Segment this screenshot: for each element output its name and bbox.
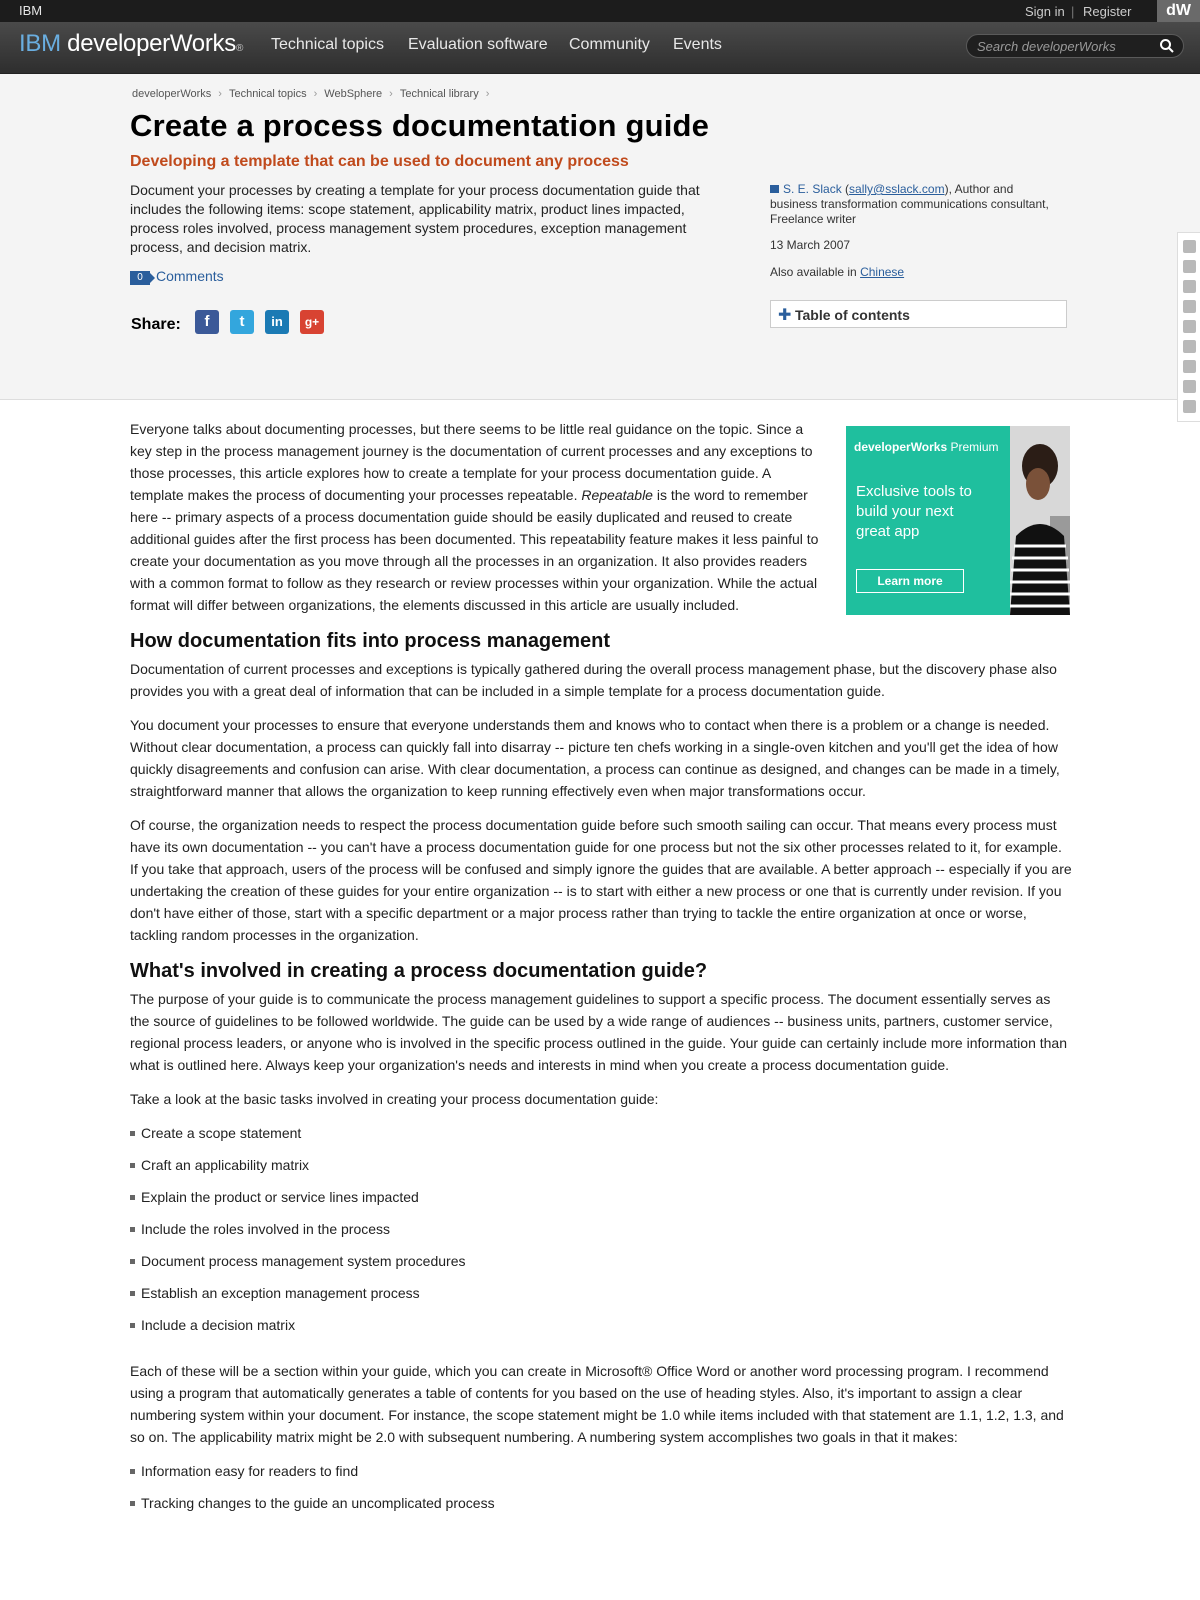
- utility-bar: [0, 0, 1200, 22]
- nav-technical-topics[interactable]: Technical topics: [271, 36, 384, 53]
- page-title: Create a process documentation guide: [130, 108, 710, 143]
- brand-reg: ®: [235, 43, 244, 54]
- toc-label: Table of contents: [795, 307, 910, 323]
- list-item: Include the roles involved in the process: [130, 1218, 1072, 1250]
- ad-brand-suffix: Premium: [950, 440, 999, 454]
- chevron-right-icon: ›: [389, 88, 393, 100]
- brand-ibm: IBM: [19, 30, 61, 57]
- breadcrumb-technical-library[interactable]: Technical library: [399, 88, 479, 100]
- print-icon[interactable]: [1183, 240, 1196, 253]
- digg-icon[interactable]: [1183, 280, 1196, 293]
- delicious-icon[interactable]: [1183, 340, 1196, 353]
- twitter-icon[interactable]: t: [230, 310, 254, 334]
- author-name-link[interactable]: S. E. Slack: [783, 182, 842, 196]
- search-icon[interactable]: [1159, 38, 1175, 54]
- breadcrumb: [132, 88, 496, 100]
- paragraph: You document your processes to ensure that everyone understands them and knows who to contact when there is a problem or a change is needed. Without clear documentation, a process can quickly fall into disarray -- picture ten chefs working in a single-oven kitchen and you'll get the idea of how quickly disagreements and confusion can arise. With clear documentation, a process can continue as designed, and changes can be made in a timely, straightforward manner that allows the organization to keep running effectively even when major transformations occur.: [130, 717, 1060, 799]
- ad-tagline: Exclusive tools to build your next great app: [856, 483, 972, 540]
- table-of-contents-toggle[interactable]: [770, 300, 1067, 328]
- author-description: , Author and business transformation communications consultant, Freelance writer: [770, 182, 1049, 226]
- ibm-label: IBM: [19, 3, 43, 18]
- chevron-right-icon: ›: [218, 88, 222, 100]
- linkedin-icon[interactable]: in: [265, 310, 289, 334]
- author-email-link[interactable]: sally@sslack.com: [849, 182, 945, 196]
- author-icon: [770, 185, 779, 193]
- paragraph: Of course, the organization needs to respect the process documentation guide before such smooth sailing can occur. That means every process must have its own documentation -- you can't have a process documentation guide for one process but not the six other processes related to it, for example. If you take that approach, users of the process will be confused and simply ignore the guides that are available. A better approach -- especially if you are undertaking the creation of these guides for your entire organization -- is to start with either a new process or one that is currently under revision. If you don't have either of those, start with a specific department or a major process rather than trying to tackle the entire organization at once or worse, tackling random processes in the organization.: [130, 817, 1072, 943]
- developerworks-logo[interactable]: [19, 30, 243, 58]
- facebook-icon[interactable]: f: [195, 310, 219, 334]
- side-tools: [1177, 232, 1200, 422]
- nav-events[interactable]: Events: [673, 36, 722, 53]
- separator: |: [1071, 4, 1075, 19]
- nav-evaluation-software[interactable]: Evaluation software: [408, 36, 548, 53]
- email-icon[interactable]: [1183, 260, 1196, 273]
- comment-count-badge: 0: [130, 271, 150, 285]
- available-prefix: Also available in: [770, 265, 857, 279]
- sign-in-link[interactable]: Sign in: [1025, 4, 1065, 19]
- search-box: [966, 34, 1184, 58]
- list-item: Explain the product or service lines impacted: [130, 1186, 1072, 1218]
- breadcrumb-websphere[interactable]: WebSphere: [324, 88, 383, 100]
- google-plus-icon[interactable]: [1183, 400, 1196, 413]
- brand-name: developerWorks: [67, 30, 236, 57]
- paragraph: The purpose of your guide is to communicate the process management guidelines to support a specific process. The document essentially serves as the source of guidelines to be followed worldwide. The guide can be used by a wide range of audiences -- business units, partners, customer service, regional process leaders, or anyone who is involved in the specific process outlined in the guide. Your guide can certainly include more information than what is outlined here. Always keep your organization's needs and interests in mind when you create a process documentation guide.: [130, 991, 1068, 1073]
- list-item: Tracking changes to the guide an uncomplicated process: [130, 1492, 1072, 1524]
- language-availability: [770, 265, 904, 279]
- chevron-right-icon: ›: [485, 88, 490, 100]
- author-block: S. E. Slack (sally@sslack.com), Author and business transformation communications consultant, Freelance writer: [770, 182, 1049, 226]
- linkedin-icon[interactable]: [1183, 360, 1196, 373]
- article-body: [130, 418, 1072, 1538]
- list-item: Craft an applicability matrix: [130, 1154, 1072, 1186]
- intro-paragraph: [130, 418, 820, 616]
- list-item: Include a decision matrix: [130, 1314, 1072, 1346]
- breadcrumb-technical-topics[interactable]: Technical topics: [228, 88, 307, 100]
- page-subtitle: Developing a template that can be used to document any process: [130, 153, 629, 170]
- plus-icon: ✚: [778, 307, 792, 324]
- chevron-right-icon: ›: [313, 88, 318, 100]
- comments-label: Comments: [156, 268, 224, 284]
- share-label: Share:: [131, 316, 181, 333]
- paragraph: Each of these will be a section within your guide, which you can create in Microsoft® Office Word or another word processing program. I recommend using a program that automatically generates a table of contents for you based on the use of heading styles. Also, it's important to assign a clear numbering system within your document. For instance, the scope statement might be 1.0 while items included with that statement are 1.1, 1.2, 1.3, and so on. The applicability matrix might be 2.0 with subsequent numbering. A numbering system accomplishes two goals in that it makes:: [130, 1363, 1064, 1445]
- article-header: [0, 74, 1200, 400]
- learn-more-button[interactable]: Learn more: [856, 569, 964, 593]
- paragraph: Documentation of current processes and exceptions is typically gathered during the overall process management phase, but the discovery phase also provides you with a great deal of information that can be included in a simple template for a process documentation guide.: [130, 661, 1057, 699]
- dw-logo[interactable]: dW: [1157, 0, 1200, 22]
- breadcrumb-developerworks[interactable]: developerWorks: [132, 88, 212, 100]
- list-item: Create a scope statement: [130, 1122, 1072, 1154]
- ad-brand-name: developerWorks: [854, 440, 948, 454]
- comments-link[interactable]: [130, 268, 224, 285]
- search-input[interactable]: [977, 38, 1157, 54]
- section-heading-whats-involved: What's involved in creating a process documentation guide?: [130, 960, 708, 982]
- paragraph: Take a look at the basic tasks involved in creating your process documentation guide:: [130, 1091, 659, 1107]
- goal-list: [130, 1460, 1072, 1524]
- task-list: [130, 1122, 1072, 1346]
- list-item: Establish an exception management process: [130, 1282, 1072, 1314]
- twitter-icon[interactable]: [1183, 320, 1196, 333]
- intro-text-continued: is the word to remember here -- primary aspects of a process documentation guide should be easily duplicated and reused to create additional guides after the first process has been documented. This repeatability feature makes it less painful to create your documentation as you move through all the processes in an organization. It also provides readers with a common format to follow as they research or review processes within your organization. While the actual format will differ between organizations, the elements discussed in this article are usually included.: [130, 487, 819, 613]
- publish-date: 13 March 2007: [770, 238, 851, 252]
- nav-community[interactable]: Community: [569, 36, 650, 53]
- list-item: Information easy for readers to find: [130, 1460, 1072, 1492]
- article-abstract: Document your processes by creating a template for your process documentation guide that includes the following items: scope statement, applicability matrix, product lines impacted, process roles involved, process management system procedures, exception management process, and decision matrix.: [130, 182, 700, 255]
- list-item: Document process management system procedures: [130, 1250, 1072, 1282]
- register-link[interactable]: Register: [1083, 4, 1132, 19]
- stumbleupon-icon[interactable]: [1183, 380, 1196, 393]
- main-nav: [0, 22, 1200, 74]
- section-heading-documentation-fits: How documentation fits into process management: [130, 630, 611, 652]
- intro-emphasis: Repeatable: [581, 487, 653, 503]
- intro-text: Everyone talks about documenting processes, but there seems to be little real guidance on the topic. Since a key step in the process management journey is the documentation of current processes and any exceptions to those processes, this article explores how to create a template for your process documentation guide. A template makes the process of documenting your processes repeatable.: [130, 421, 813, 503]
- facebook-icon[interactable]: [1183, 300, 1196, 313]
- google-plus-icon[interactable]: g+: [300, 310, 324, 334]
- chinese-link[interactable]: Chinese: [860, 265, 905, 279]
